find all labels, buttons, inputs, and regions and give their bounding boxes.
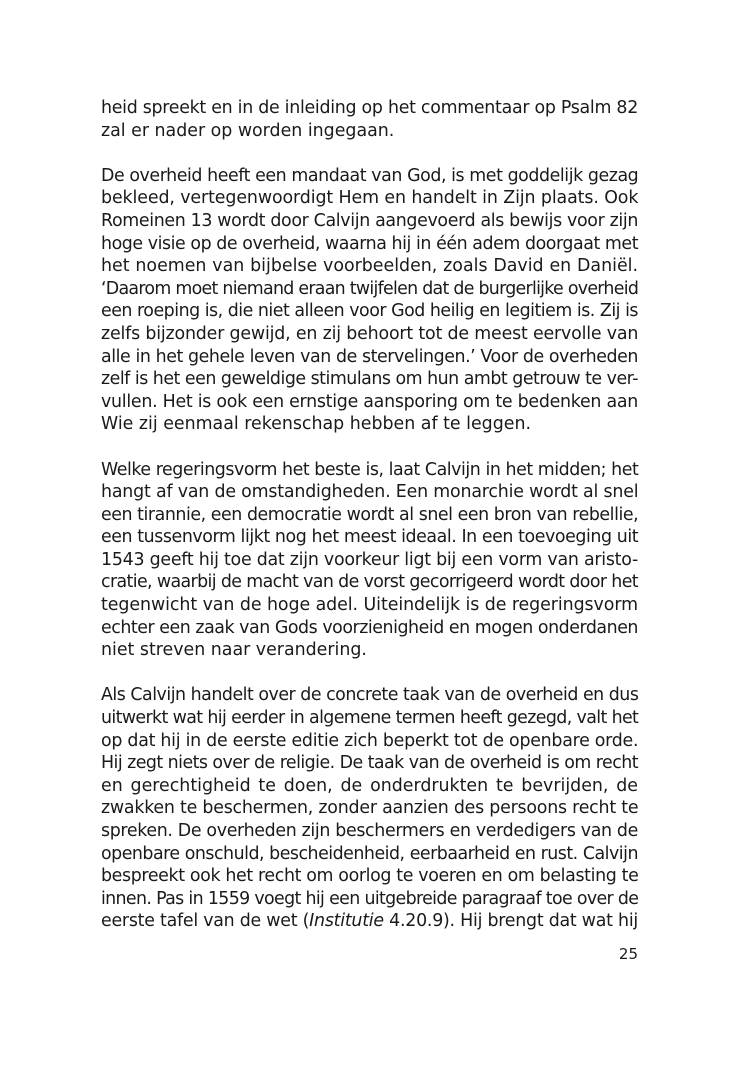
paragraph-2 <box>101 165 638 436</box>
paragraph-1 <box>101 97 638 142</box>
text-line: De overheid heeft een mandaat van God, is met goddelijk gezag <box>101 165 639 186</box>
text-line: zelfs bijzonder gewijd, en zij behoort tot de meest eervolle van <box>101 323 639 344</box>
text-line: innen. Pas in 1559 voegt hij een uitgebreide paragraaf toe over de <box>101 888 639 909</box>
text-line: uitwerkt wat hij eerder in algemene termen heeft gezegd, valt het <box>101 708 639 729</box>
text-line: zal er nader op worden ingegaan. <box>101 120 395 141</box>
italic-title: Institutie <box>309 911 384 932</box>
page-number: 25 <box>618 945 638 963</box>
text-segment: eerste tafel van de wet ( <box>101 911 310 932</box>
paragraph-4 <box>101 684 638 933</box>
text-line: heid spreekt en in de inleiding op het commentaar op Psalm 82 <box>101 98 638 118</box>
text-line <box>101 910 638 933</box>
text-line: Romeinen 13 wordt door Calvijn aangevoerd als bewijs voor zijn <box>101 210 639 231</box>
document-body <box>101 97 638 933</box>
text-line: een tussenvorm lijkt nog het meest ideaal. In een toevoeging uit <box>101 527 639 548</box>
text-line: hangt af van de omstandigheden. Een monarchie wordt al snel <box>101 482 639 503</box>
text-line: alle in het gehele leven van de stervelingen.’ Voor de overheden <box>101 346 638 367</box>
text-line: spreken. De overheden zijn beschermers en verdedigers van de <box>101 821 638 841</box>
text-line: vullen. Het is ook een ernstige aansporing om te bedenken aan <box>101 391 639 412</box>
text-line: cratie, waarbij de macht van de vorst gecorrigeerd wordt door het <box>101 572 638 593</box>
text-line: zelf is het een geweldige stimulans om hun ambt getrouw te ver- <box>101 369 638 390</box>
text-line: Als Calvijn handelt over de concrete taak van de overheid en dus <box>101 685 639 706</box>
text-line: hoge visie op de overheid, waarna hij in één adem doorgaat met <box>101 233 639 254</box>
text-line: zwakken te beschermen, zonder aanzien des persoons recht te <box>101 798 639 819</box>
text-line: 1543 geeft hij toe dat zijn voorkeur ligt bij een vorm van aristo- <box>101 549 638 570</box>
text-line: echter een zaak van Gods voorzienigheid en mogen onderdanen <box>101 617 638 638</box>
text-line: Hij zegt niets over de religie. De taak van de overheid is om recht <box>101 753 638 774</box>
text-line: op dat hij in de eerste editie zich beperkt tot de openbare orde. <box>101 730 639 751</box>
text-segment: 4.20.9). Hij brengt dat wat hij <box>383 911 639 932</box>
text-line: tegenwicht van de hoge adel. Uiteindelijk is de regeringsvorm <box>101 595 638 616</box>
text-line: ‘Daarom moet niemand eraan twijfelen dat de burgerlijke overheid <box>101 278 639 299</box>
text-line: openbare onschuld, bescheidenheid, eerbaarheid en rust. Calvijn <box>101 843 638 864</box>
text-line: Wie zij eenmaal rekenschap hebben af te leggen. <box>101 414 531 435</box>
paragraph-3 <box>101 459 638 662</box>
text-line: een tirannie, een democratie wordt al snel een bron van rebellie, <box>101 504 639 525</box>
text-line: het noemen van bijbelse voorbeelden, zoals David en Daniël. <box>101 256 638 277</box>
text-line: niet streven naar verandering. <box>101 640 367 661</box>
text-line: Welke regeringsvorm het beste is, laat Calvijn in het midden; het <box>101 459 639 480</box>
text-line: bekleed, vertegenwoordigt Hem en handelt in Zijn plaats. Ook <box>101 188 639 209</box>
text-line: een roeping is, die niet alleen voor God heilig en legitiem is. Zij is <box>101 301 638 322</box>
text-line: bespreekt ook het recht om oorlog te voeren en om belasting te <box>101 866 639 887</box>
text-line: en gerechtigheid te doen, de onderdrukten te bevrijden, de <box>101 775 638 796</box>
